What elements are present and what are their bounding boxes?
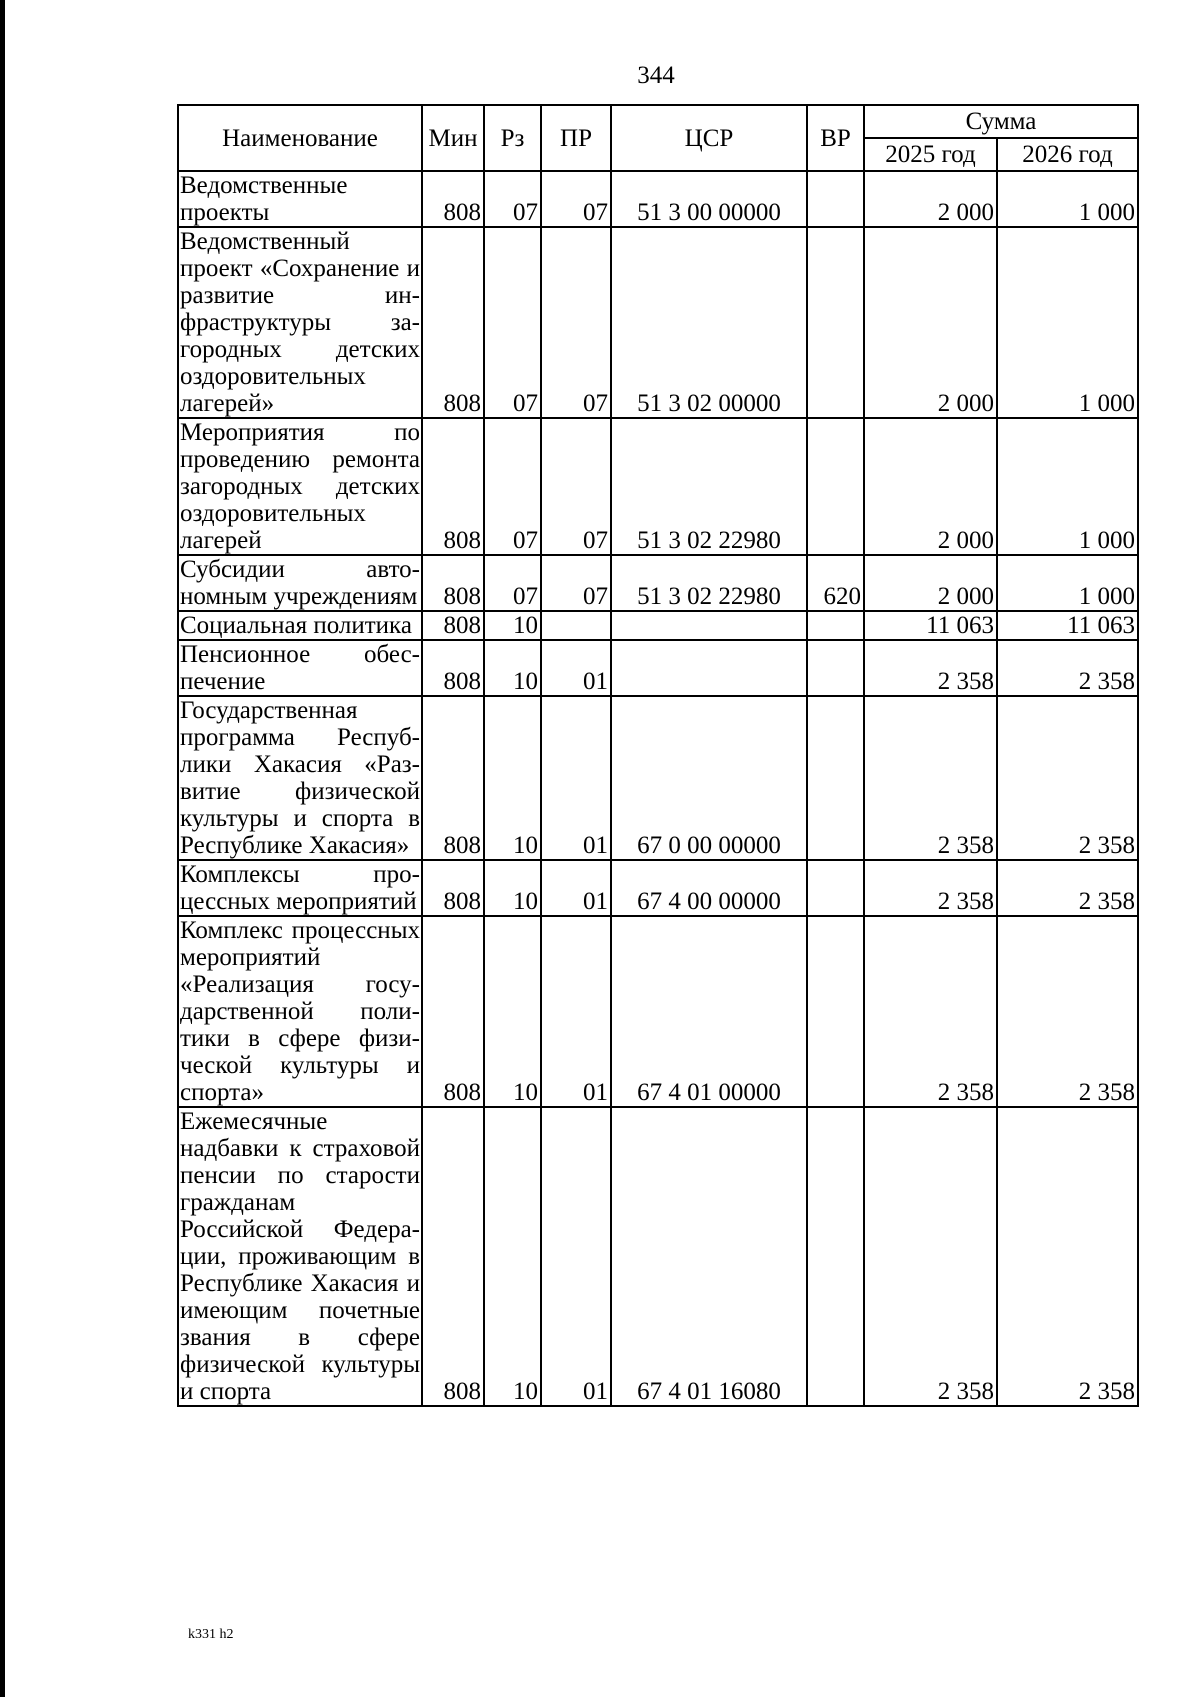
header-year-2026: 2026 год (997, 138, 1138, 171)
row-vr (807, 171, 864, 227)
footer-code: k331 h2 (188, 1627, 234, 1642)
row-amount-2026: 2 358 (997, 916, 1138, 1107)
table-row (178, 696, 1138, 860)
table-row (178, 916, 1138, 1107)
row-amount-2025: 2 358 (864, 696, 997, 860)
table-body (178, 171, 1138, 1406)
row-pr: 01 (541, 1107, 611, 1406)
row-min: 808 (422, 1107, 484, 1406)
header-name: Наименование (178, 105, 422, 171)
row-min: 808 (422, 696, 484, 860)
row-pr (541, 611, 611, 640)
table-row (178, 1107, 1138, 1406)
row-vr (807, 860, 864, 916)
row-min: 808 (422, 555, 484, 611)
row-vr (807, 418, 864, 555)
row-rz: 10 (484, 611, 541, 640)
row-vr (807, 611, 864, 640)
row-name: Ведомственные проекты (178, 171, 422, 227)
header-sum: Сумма (864, 105, 1138, 138)
row-name: Комплексы процессных мероприятий (180, 861, 420, 915)
row-rz: 07 (484, 171, 541, 227)
row-min: 808 (422, 860, 484, 916)
row-vr (807, 227, 864, 418)
table-row (178, 860, 1138, 916)
row-min: 808 (422, 227, 484, 418)
row-csr: 51 3 02 22980 (611, 418, 807, 555)
row-pr: 07 (541, 227, 611, 418)
row-rz: 10 (484, 860, 541, 916)
table-row (178, 555, 1138, 611)
row-vr (807, 640, 864, 696)
row-name: Ежемесячные надбавки к страховой пенсии по старости гражданам Российской Федерации, проживающим в Республике Хакасия и имеющим почетные звания в сфере физической культуры и спорта (180, 1108, 420, 1405)
table-row (178, 611, 1138, 640)
row-amount-2026: 2 358 (997, 696, 1138, 860)
table-row (178, 640, 1138, 696)
row-min: 808 (422, 611, 484, 640)
header-rz: Рз (484, 105, 541, 171)
row-csr (611, 611, 807, 640)
row-amount-2026: 1 000 (997, 418, 1138, 555)
row-pr: 01 (541, 860, 611, 916)
row-min: 808 (422, 171, 484, 227)
row-amount-2026: 1 000 (997, 555, 1138, 611)
header-pr: ПР (541, 105, 611, 171)
row-name: Государственная программа Республики Хакасия «Развитие физической культуры и спорта в Республике Хакасия» (180, 697, 420, 859)
row-vr: 620 (807, 555, 864, 611)
row-vr (807, 696, 864, 860)
row-amount-2026: 1 000 (997, 227, 1138, 418)
row-pr: 07 (541, 418, 611, 555)
row-pr: 01 (541, 640, 611, 696)
row-amount-2025: 2 358 (864, 916, 997, 1107)
table-row (178, 418, 1138, 555)
row-amount-2025: 2 358 (864, 860, 997, 916)
row-rz: 07 (484, 227, 541, 418)
budget-table (177, 104, 1139, 1407)
row-amount-2025: 2 000 (864, 418, 997, 555)
row-csr: 67 4 01 00000 (611, 916, 807, 1107)
row-pr: 07 (541, 171, 611, 227)
row-amount-2026: 2 358 (997, 640, 1138, 696)
header-year-2025: 2025 год (864, 138, 997, 171)
header-csr: ЦСР (611, 105, 807, 171)
row-name: Социальная политика (178, 611, 422, 640)
row-csr: 67 4 00 00000 (611, 860, 807, 916)
header-min: Мин (422, 105, 484, 171)
row-name: Комплекс процессных мероприятий «Реализация государственной политики в сфере физической культуры и спорта» (180, 917, 420, 1106)
row-amount-2026: 2 358 (997, 1107, 1138, 1406)
table-header (178, 105, 1138, 171)
row-rz: 10 (484, 696, 541, 860)
row-csr: 51 3 00 00000 (611, 171, 807, 227)
row-vr (807, 916, 864, 1107)
row-pr: 07 (541, 555, 611, 611)
table-row (178, 227, 1138, 418)
row-amount-2025: 2 000 (864, 555, 997, 611)
row-rz: 07 (484, 418, 541, 555)
header-vr: ВР (807, 105, 864, 171)
row-amount-2025: 2 000 (864, 171, 997, 227)
row-amount-2026: 2 358 (997, 860, 1138, 916)
row-pr: 01 (541, 696, 611, 860)
row-name: Субсидии автономным учреждениям (180, 556, 420, 610)
row-rz: 10 (484, 916, 541, 1107)
row-csr: 51 3 02 00000 (611, 227, 807, 418)
row-vr (807, 1107, 864, 1406)
page-edge-bar (0, 0, 5, 1697)
row-pr: 01 (541, 916, 611, 1107)
row-amount-2025: 2 358 (864, 640, 997, 696)
row-amount-2025: 11 063 (864, 611, 997, 640)
row-min: 808 (422, 418, 484, 555)
row-min: 808 (422, 916, 484, 1107)
row-rz: 10 (484, 640, 541, 696)
row-csr: 67 0 00 00000 (611, 696, 807, 860)
row-csr: 51 3 02 22980 (611, 555, 807, 611)
row-amount-2026: 11 063 (997, 611, 1138, 640)
row-min: 808 (422, 640, 484, 696)
row-csr (611, 640, 807, 696)
row-amount-2025: 2 358 (864, 1107, 997, 1406)
row-name: Пенсионное обеспечение (180, 641, 420, 695)
row-csr: 67 4 01 16080 (611, 1107, 807, 1406)
page-number: 344 (637, 62, 675, 89)
table-row (178, 171, 1138, 227)
row-name: Ведомственный проект «Сохранение и развитие инфраструктуры загородных детских оздоровительных лагерей» (180, 228, 420, 417)
row-amount-2026: 1 000 (997, 171, 1138, 227)
row-amount-2025: 2 000 (864, 227, 997, 418)
row-rz: 07 (484, 555, 541, 611)
row-name: Мероприятия по проведению ремонта загородных детских оздоровительных лагерей (180, 419, 420, 554)
row-rz: 10 (484, 1107, 541, 1406)
